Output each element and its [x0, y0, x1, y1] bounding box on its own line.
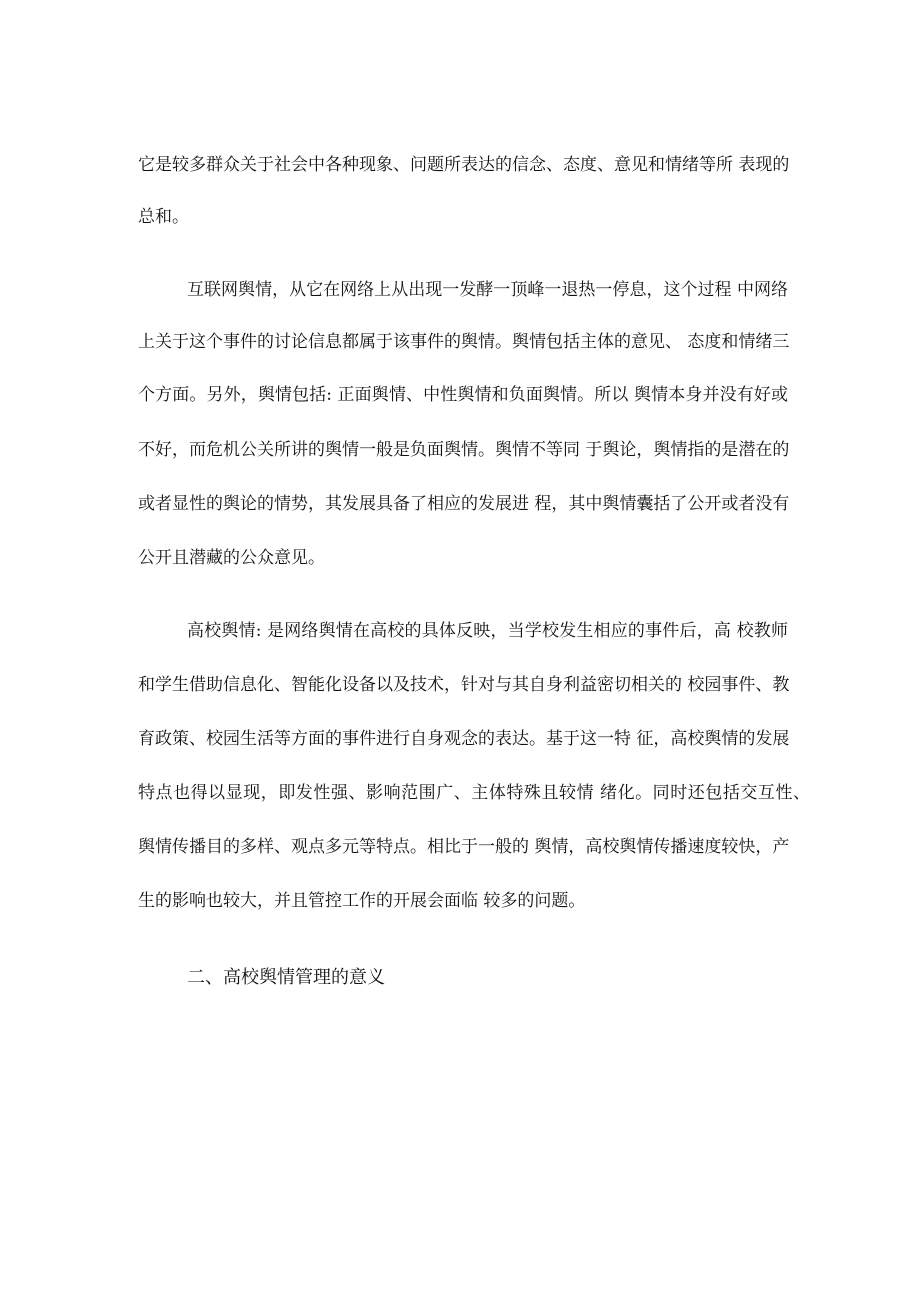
paragraph-3-line-4: 特点也得以显现，即发性强、影响范围广、主体特殊且较情 绪化。同时还包括交互性、: [138, 783, 810, 803]
paragraph-3-line-3: 育政策、校园生活等方面的事件进行自身观念的表达。基于这一特 征，高校舆情的发展: [138, 729, 790, 749]
section-heading: 二、高校舆情管理的意义: [187, 967, 385, 988]
paragraph-2-line-6: 公开且潜藏的公众意见。: [138, 548, 325, 568]
paragraph-3-line-5: 舆情传播目的多样、观点多元等特点。相比于一般的 舆情，高校舆情传播速度较快，产: [138, 837, 790, 857]
paragraph-2-line-1: 互联网舆情，从它在网络上从出现一发酵一顶峰一退热一停息，这个过程 中网络: [187, 280, 788, 300]
paragraph-3-line-1: 高校舆情: 是网络舆情在高校的具体反映，当学校发生相应的事件后，高 校教师: [187, 621, 788, 641]
paragraph-2-line-3: 个方面。另外，舆情包括: 正面舆情、中性舆情和负面舆情。所以 舆情本身并没有好或: [138, 385, 788, 405]
paragraph-2-line-4: 不好，而危机公关所讲的舆情一般是负面舆情。舆情不等同 于舆论，舆情指的是潜在的: [138, 440, 790, 460]
paragraph-2-line-2: 上关于这个事件的讨论信息都属于该事件的舆情。舆情包括主体的意见、 态度和情绪三: [138, 332, 790, 352]
paragraph-1-line-2: 总和。: [138, 207, 189, 227]
paragraph-1-line-1: 它是较多群众关于社会中各种现象、问题所表达的信念、态度、意见和情绪等所 表现的: [138, 155, 790, 175]
paragraph-3-line-2: 和学生借助信息化、智能化设备以及技术，针对与其自身利益密切相关的 校园事件、教: [138, 675, 790, 695]
paragraph-3-line-6: 生的影响也较大，并且管控工作的开展会面临 较多的问题。: [138, 891, 586, 911]
paragraph-2-line-5: 或者显性的舆论的情势，其发展具备了相应的发展进 程，其中舆情囊括了公开或者没有: [138, 494, 790, 514]
